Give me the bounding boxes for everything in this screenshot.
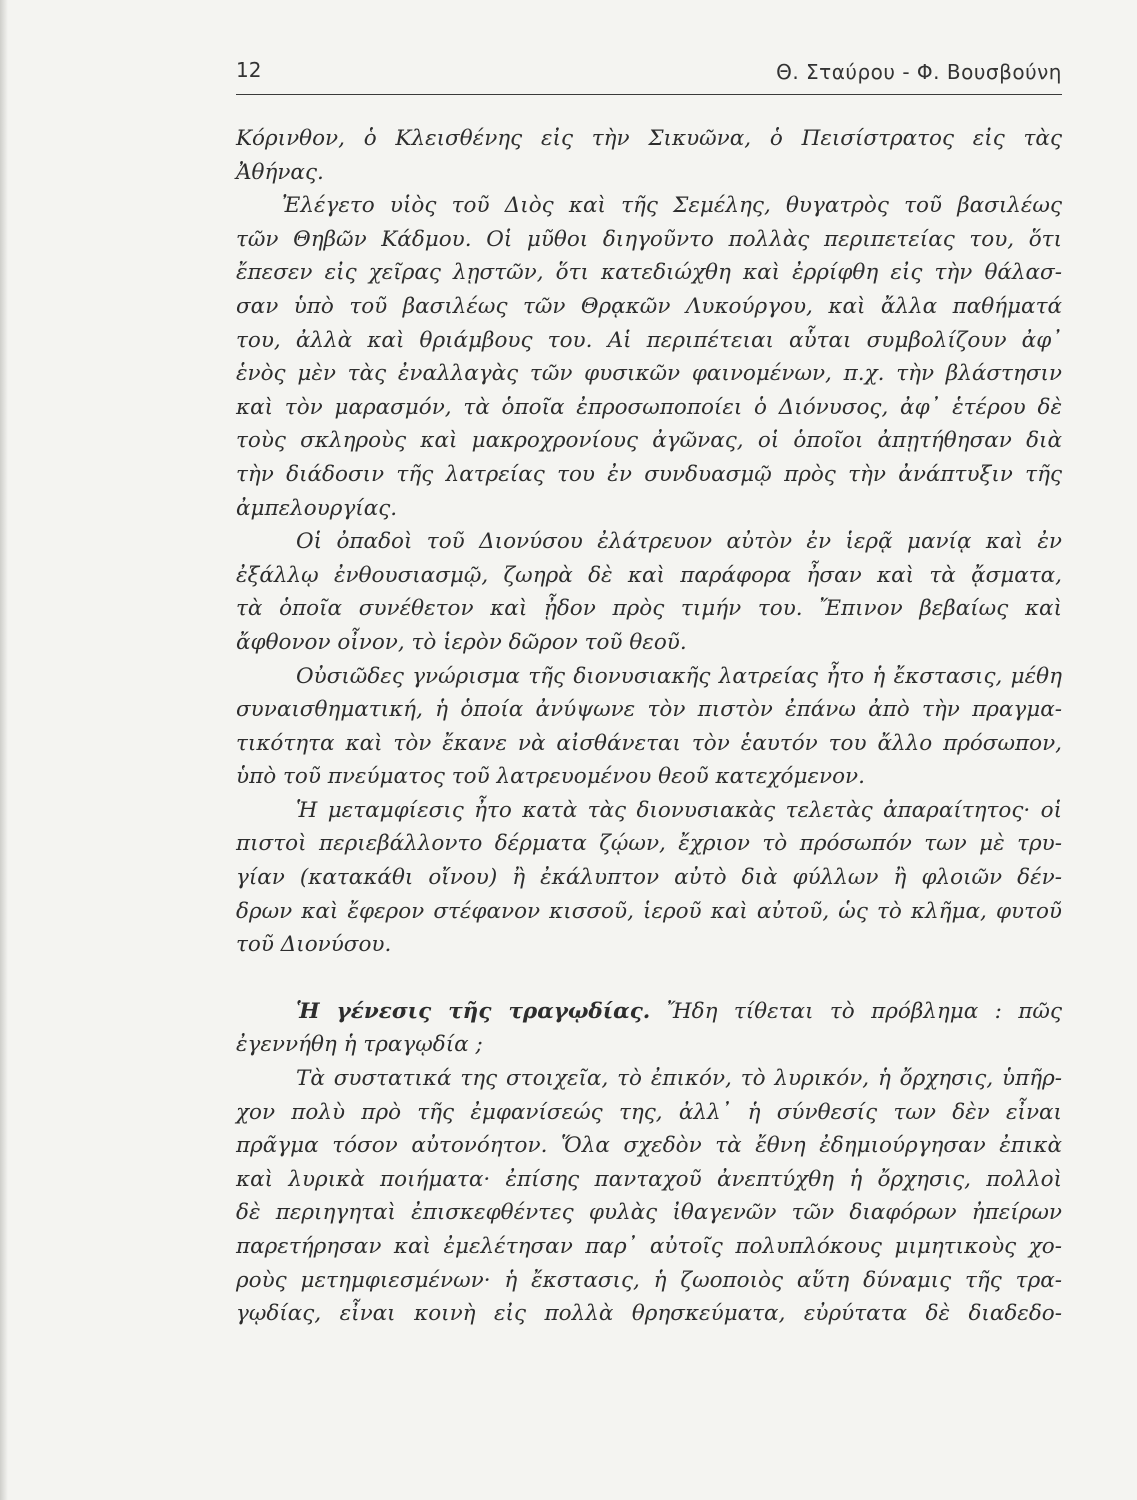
text-line: ἔπεσεν εἰς χεῖρας λῃστῶν, ὅτι κατεδιώχθη καὶ ἐρρίφθη εἰς τὴν θάλασ- <box>236 260 1062 286</box>
text-line: ὑπὸ τοῦ πνεύματος τοῦ λατρευομένου θεοῦ κατεχόμενον. <box>236 764 865 790</box>
body-text <box>236 122 1062 1331</box>
text-line: ἀμπελουργίας. <box>236 495 398 521</box>
text-line: τοὺς σκληροὺς καὶ μακροχρονίους ἀγῶνας, οἱ ὁποῖοι ἀπῃτήθησαν διὰ <box>236 428 1062 454</box>
text-line: τῶν Θηβῶν Κάδμου. Οἱ μῦθοι διηγοῦντο πολλὰς περιπετείας του, ὅτι <box>236 226 1062 252</box>
text-line: δρων καὶ ἔφερον στέφανον κισσοῦ, ἱεροῦ καὶ αὐτοῦ, ὡς τὸ κλῆμα, φυτοῦ <box>236 898 1062 924</box>
text-line: τὴν διάδοσιν τῆς λατρείας του ἐν συνδυασμῷ πρὸς τὴν ἀνάπτυξιν τῆς <box>236 461 1062 487</box>
text-line: πρᾶγμα τόσον αὐτονόητον. Ὅλα σχεδὸν τὰ ἔθνη ἐδημιούργησαν ἐπικὰ <box>236 1133 1062 1159</box>
text-line: ἄφθονον οἶνον, τὸ ἱερὸν δῶρον τοῦ θεοῦ. <box>236 629 687 655</box>
text-line: ἐξάλλῳ ἐνθουσιασμῷ, ζωηρὰ δὲ καὶ παράφορα ἦσαν καὶ τὰ ᾄσματα, <box>236 562 1062 588</box>
text-line: γίαν (κατακάθι οἴνου) ἢ ἐκάλυπτον αὐτὸ διὰ φύλλων ἢ φλοιῶν δέν- <box>236 865 1062 891</box>
text-line: τοῦ Διονύσου. <box>236 932 392 958</box>
text-line: του, ἀλλὰ καὶ θριάμβους του. Αἱ περιπέτειαι αὗται συμβολίζουν ἀφ᾽ <box>236 327 1062 353</box>
text-line: τικότητα καὶ τὸν ἔκανε νὰ αἰσθάνεται τὸν ἑαυτόν του ἄλλο πρόσωπον, <box>236 730 1062 756</box>
text-line: καὶ τὸν μαρασμόν, τὰ ὁποῖα ἐπροσωποποίει ὁ Διόνυσος, ἀφ᾽ ἑτέρου δὲ <box>236 394 1062 420</box>
text-line: χον πολὺ πρὸ τῆς ἐμφανίσεώς της, ἀλλ᾽ ἡ σύνθεσίς των δὲν εἶναι <box>236 1099 1062 1125</box>
page-header <box>236 58 1062 95</box>
text-line: γῳδίας, εἶναι κοινὴ εἰς πολλὰ θρησκεύματα, εὐρύτατα δὲ διαδεδο- <box>236 1301 1062 1327</box>
text-line: δὲ περιηγηταὶ ἐπισκεφθέντες φυλὰς ἰθαγενῶν τῶν διαφόρων ἠπείρων <box>236 1200 1062 1226</box>
text-line: ροὺς μετημφιεσμένων· ἡ ἔκστασις, ἡ ζωοποιὸς αὕτη δύναμις τῆς τρα- <box>236 1267 1062 1293</box>
page-edge-shadow <box>0 0 8 1500</box>
text-line: τὰ ὁποῖα συνέθετον καὶ ᾖδον πρὸς τιμήν του. Ἔπινον βεβαίως καὶ <box>236 596 1062 622</box>
section-heading-line <box>236 995 1062 1029</box>
text-line: Οἱ ὀπαδοὶ τοῦ Διονύσου ἐλάτρευον αὐτὸν ἐν ἱερᾷ μανίᾳ καὶ ἐν <box>296 529 1062 555</box>
text-line: ἐγεννήθη ἡ τραγῳδία ; <box>236 1032 483 1058</box>
text-line: πιστοὶ περιεβάλλοντο δέρματα ζῴων, ἔχριον τὸ πρόσωπόν των μὲ τρυ- <box>236 831 1062 857</box>
text-line: Ἐλέγετο υἱὸς τοῦ Διὸς καὶ τῆς Σεμέλης, θυγατρὸς τοῦ βασιλέως <box>282 193 1062 219</box>
text-line: Τὰ συστατικά της στοιχεῖα, τὸ ἐπικόν, τὸ λυρικόν, ἡ ὄρχησις, ὑπῆρ- <box>296 1066 1062 1092</box>
running-title: Θ. Σταύρου - Φ. Βουσβούνη <box>776 60 1062 84</box>
text-line: παρετήρησαν καὶ ἐμελέτησαν παρ᾽ αὐτοῖς πολυπλόκους μιμητικοὺς χο- <box>236 1234 1062 1259</box>
text-line: Ἡ μεταμφίεσις ἦτο κατὰ τὰς διονυσιακὰς τελετὰς ἀπαραίτητος· οἱ <box>296 797 1062 823</box>
section-gap <box>236 962 1062 995</box>
text-line: Ἀθήνας. <box>236 159 324 185</box>
text-line: σαν ὑπὸ τοῦ βασιλέως τῶν Θρᾳκῶν Λυκούργου, καὶ ἄλλα παθήματά <box>236 293 1062 319</box>
text-line: Ἤδη τίθεται τὸ πρόβλημα : πῶς <box>666 998 1063 1024</box>
section-heading: Ἡ γένεσις τῆς τραγῳδίας. <box>296 998 651 1024</box>
text-line: Κόρινθον, ὁ Κλεισθένης εἰς τὴν Σικυῶνα, ὁ Πεισίστρατος εἰς τὰς <box>236 126 1062 151</box>
text-line: καὶ λυρικὰ ποιήματα· ἐπίσης πανταχοῦ ἀνεπτύχθη ἡ ὄρχησις, πολλοὶ <box>236 1166 1062 1192</box>
text-line: Οὐσιῶδες γνώρισμα τῆς διονυσιακῆς λατρείας ἦτο ἡ ἔκστασις, μέθη <box>296 663 1062 689</box>
page-number: 12 <box>236 58 262 82</box>
text-line: ἑνὸς μὲν τὰς ἐναλλαγὰς τῶν φυσικῶν φαινομένων, π.χ. τὴν βλάστησιν <box>236 361 1062 387</box>
text-line: συναισθηματική, ἡ ὁποία ἀνύψωνε τὸν πιστὸν ἐπάνω ἀπὸ τὴν πραγμα- <box>236 697 1062 723</box>
